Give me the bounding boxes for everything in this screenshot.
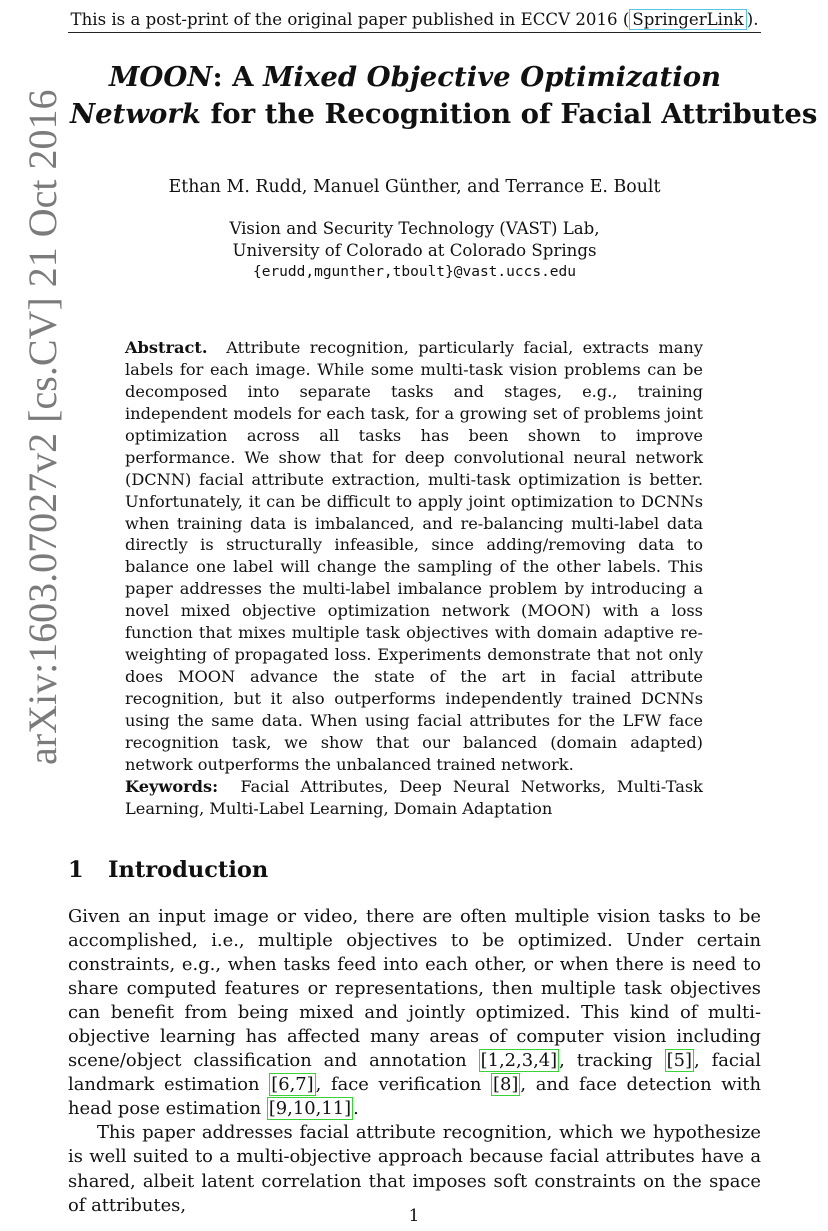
intro-text: , facial landmark estimation	[68, 1050, 761, 1096]
section-heading-introduction	[68, 857, 268, 883]
springerlink-link[interactable]: SpringerLink	[629, 9, 746, 30]
paper-title-line-2	[70, 98, 818, 130]
title-italic-text: Mixed Objective Optimization	[263, 61, 722, 93]
page-number: 1	[408, 1206, 420, 1226]
author-list: Ethan M. Rudd, Manuel Günther, and Terrance E. Boult	[168, 177, 661, 197]
intro-text: , face verification	[315, 1074, 492, 1096]
introduction-body	[68, 905, 761, 1218]
post-print-notice-prefix: This is a post-print of the original paper published in ECCV 2016 (	[70, 10, 630, 29]
post-print-notice-suffix: ).	[746, 10, 759, 29]
keywords-label: Keywords:	[125, 777, 219, 796]
citation-link[interactable]: [9,10,11]	[268, 1098, 352, 1120]
intro-text: , tracking	[559, 1050, 665, 1072]
section-number: 1	[68, 857, 84, 883]
post-print-notice	[68, 10, 761, 33]
intro-text: , and face detection with head pose estimation	[68, 1074, 762, 1120]
title-text: : A	[212, 61, 264, 93]
citation-link[interactable]: [5]	[666, 1050, 692, 1072]
abstract	[125, 337, 703, 776]
keywords-text: Facial Attributes, Deep Neural Networks, Multi-Task Learning, Multi-Label Learning, Domain Adaptation	[125, 777, 703, 818]
title-italic-text: Network	[70, 98, 201, 130]
citation-link[interactable]: [1,2,3,4]	[480, 1050, 558, 1072]
affiliation-university: University of Colorado at Colorado Springs	[232, 241, 597, 260]
title-text: for the Recognition of Facial Attributes	[200, 98, 818, 130]
arxiv-identifier: arXiv:1603.07027v2 [cs.CV] 21 Oct 2016	[20, 89, 65, 765]
author-emails: {erudd,mgunther,tboult}@vast.uccs.edu	[252, 264, 576, 280]
intro-text: Given an input image or video, there are often multiple vision tasks to be accomplished, i.e., multiple objectives to be optimized. Under certain constraints, e.g., when tasks feed into each other, or when there is need to share computed features or representations, then multiple task objectives can benefit from being mixed and jointly optimized. This kind of multi-objective learning has affected many areas of computer vision including scene/object classification and annotation	[68, 906, 761, 1072]
citation-link[interactable]: [8]	[493, 1074, 519, 1096]
intro-paragraph-2: This paper addresses facial attribute recognition, which we hypothesize is well suited to a multi-objective approach because facial attributes have a shared, albeit latent correlation that imposes soft constraints on the space of attributes,	[68, 1122, 761, 1216]
affiliation-lab: Vision and Security Technology (VAST) Lab,	[229, 219, 600, 238]
intro-paragraph-1	[68, 905, 761, 1121]
abstract-text: Attribute recognition, particularly facial, extracts many labels for each image. While some multi-task vision problems can be decomposed into separate tasks and stages, e.g., training independent models for each task, for a growing set of problems joint optimization across all tasks has been shown to improve performance. We show that for deep convolutional neural network (DCNN) facial attribute extraction, multi-task optimization is better. Unfortunately, it can be difficult to apply joint optimization to DCNNs when training data is imbalanced, and re-balancing multi-label data directly is structurally infeasible, since adding/removing data to balance one label will change the sampling of the other labels. This paper addresses the multi-label imbalance problem by introducing a novel mixed objective optimization network (MOON) with a loss function that mixes multiple task objectives with domain adaptive re-weighting of propagated loss. Experiments demonstrate that not only does MOON advance the state of the art in facial attribute recognition, but it also outperforms independently trained DCNNs using the same data. When using facial attributes for the LFW face recognition task, we show that our balanced (domain adapted) network outperforms the unbalanced trained network.	[125, 338, 703, 774]
paper-title-line-1	[70, 61, 760, 93]
keywords	[125, 776, 703, 820]
citation-link[interactable]: [6,7]	[271, 1074, 314, 1096]
intro-text: .	[353, 1098, 359, 1120]
title-acronym: MOON	[108, 61, 213, 93]
abstract-label: Abstract.	[125, 338, 208, 357]
section-title: Introduction	[108, 857, 269, 883]
